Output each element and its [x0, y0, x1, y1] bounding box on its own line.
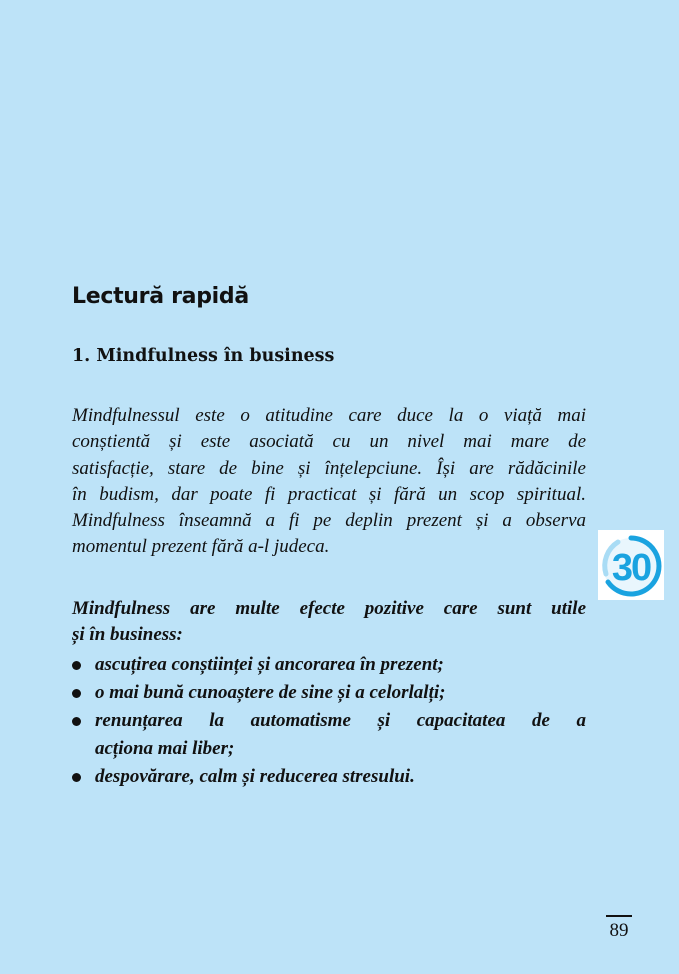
badge-number: 30: [611, 547, 651, 589]
bullet-icon: [72, 773, 81, 782]
page-number: 89: [609, 920, 629, 941]
bullet-icon: [72, 717, 81, 726]
section-heading: Lectură rapidă: [72, 284, 249, 309]
paragraph-line: satisfacție, stare de bine și înțelepciune. Își are rădăcinile: [72, 457, 586, 479]
benefits-list: [72, 651, 586, 791]
paragraph-line: Mindfulnessul este o atitudine care duce la o viață mai: [72, 405, 586, 426]
list-item: [72, 679, 586, 707]
list-item: [72, 651, 586, 679]
intro-paragraph: [72, 403, 586, 561]
list-item-text: acționa mai liber;: [95, 738, 235, 759]
benefits-intro-line: și în business:: [72, 624, 183, 646]
article-title: 1. Mindfulness în business: [72, 346, 335, 366]
benefits-intro-line: Mindfulness are multe efecte pozitive care sunt utile: [72, 598, 586, 619]
thirty-timer-badge-icon: [598, 530, 664, 600]
list-item: [72, 707, 586, 763]
list-item-text: ascuțirea conștiinței și ancorarea în prezent;: [95, 654, 444, 675]
list-item-text: o mai bună cunoaștere de sine și a celorlalți;: [95, 682, 446, 703]
paragraph-line: momentul prezent fără a-l judeca.: [72, 536, 330, 558]
bullet-icon: [72, 661, 81, 670]
paragraph-line: conștientă și este asociată cu un nivel mai mare de: [72, 431, 586, 453]
bullet-icon: [72, 689, 81, 698]
paragraph-line: în budism, dar poate fi practicat și fără un scop spiritual.: [72, 483, 586, 505]
benefits-intro: [72, 596, 586, 649]
list-item: [72, 763, 586, 791]
list-item-text: despovărare, calm și reducerea stresului.: [95, 766, 415, 787]
list-item-text: renunțarea la automatisme și capacitatea de a: [95, 710, 586, 731]
page-number-rule: [606, 915, 632, 917]
paragraph-line: Mindfulness înseamnă a fi pe deplin prezent și a observa: [72, 510, 586, 532]
timer-ring-icon: [598, 530, 664, 600]
